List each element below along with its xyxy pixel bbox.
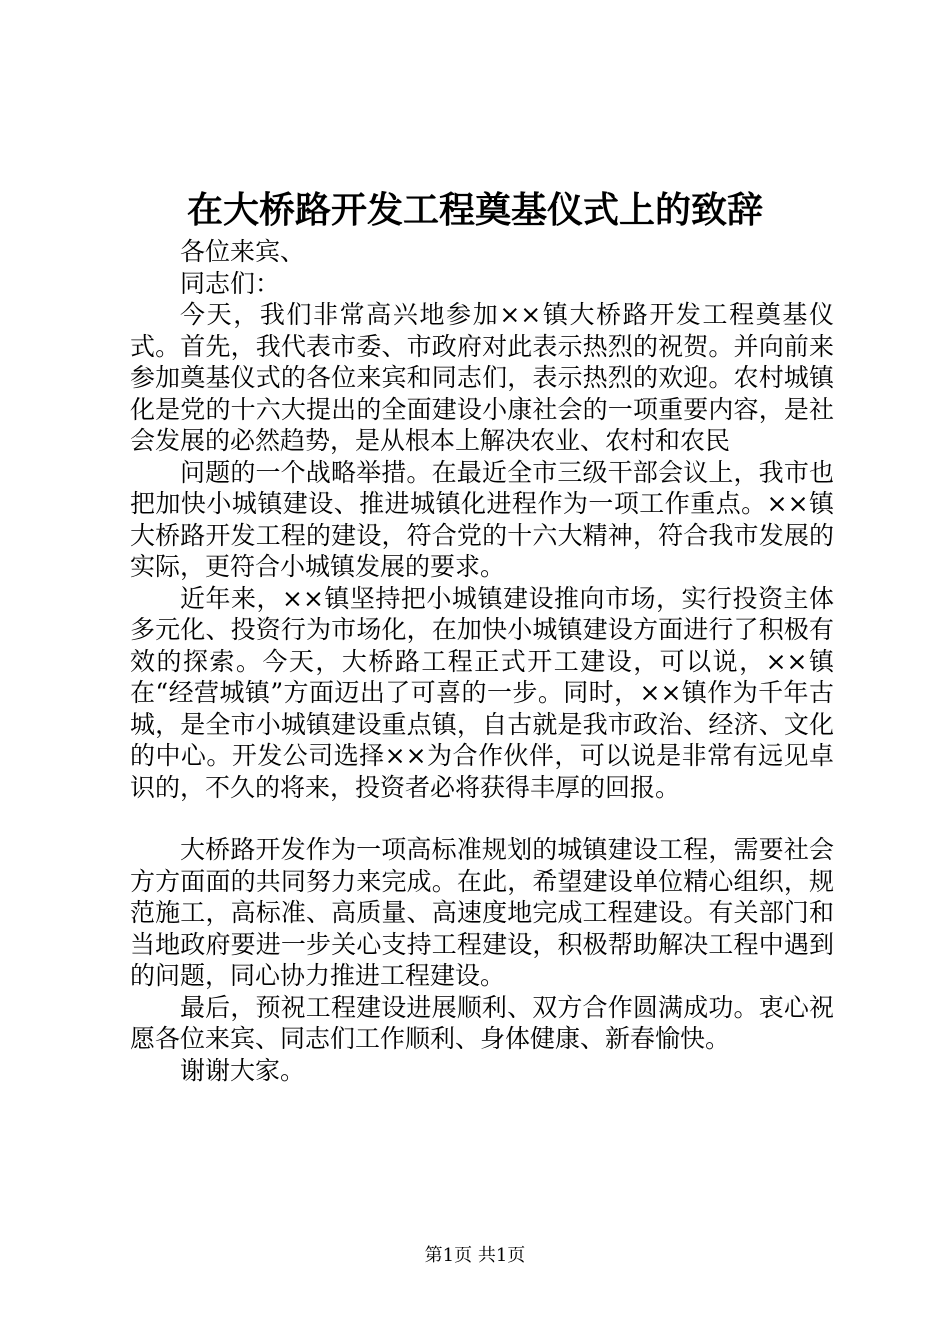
closing-thanks: 谢谢大家。 <box>180 1055 306 1085</box>
paragraph: 今天，我们非常高兴地参加××镇大桥路开发工程奠基仪式。首先，我代表市委、市政府对此表示热烈的祝贺。并向前来参加奠基仪式的各位来宾和同志们，表示热烈的欢迎。农村城镇化是党的十六大提出的全面建设小康社会的一项重要内容，是社会发展的必然趋势，是从根本上解决农业、农村和农民 <box>130 300 834 455</box>
salutation-guests: 各位来宾、 <box>180 237 306 266</box>
page-title: 在大桥路开发工程奠基仪式上的致辞 <box>186 189 763 231</box>
salutation-comrades: 同志们： <box>180 268 281 298</box>
paragraph: 最后，预祝工程建设进展顺利、双方合作圆满成功。衷心祝愿各位来宾、同志们工作顺利、身体健康、新春愉快。 <box>130 992 834 1053</box>
document-body <box>130 236 834 1086</box>
paragraph: 大桥路开发作为一项高标准规划的城镇建设工程，需要社会方方面面的共同努力来完成。在此，希望建设单位精心组织，规范施工，高标准、高质量、高速度地完成工程建设。有关部门和当地政府要进一步关心支持工程建设，积极帮助解决工程中遇到的问题，同心协力推进工程建设。 <box>130 835 834 990</box>
paragraph: 问题的一个战略举措。在最近全市三级干部会议上，我市也把加快小城镇建设、推进城镇化进程作为一项工作重点。××镇大桥路开发工程的建设，符合党的十六大精神，符合我市发展的实际，更符合小城镇发展的要求。 <box>130 457 834 581</box>
paragraph: 近年来，××镇坚持把小城镇建设推向市场，实行投资主体多元化、投资行为市场化，在加快小城镇建设方面进行了积极有效的探索。今天，大桥路工程正式开工建设，可以说，××镇在“经营城镇”方面迈出了可喜的一步。同时，××镇作为千年古城，是全市小城镇建设重点镇，自古就是我市政治、经济、文化的中心。开发公司选择××为合作伙伴，可以说是非常有远见卓识的，不久的将来，投资者必将获得丰厚的回报。 <box>130 583 834 802</box>
page-footer: 第1页 共1页 <box>424 1245 526 1266</box>
